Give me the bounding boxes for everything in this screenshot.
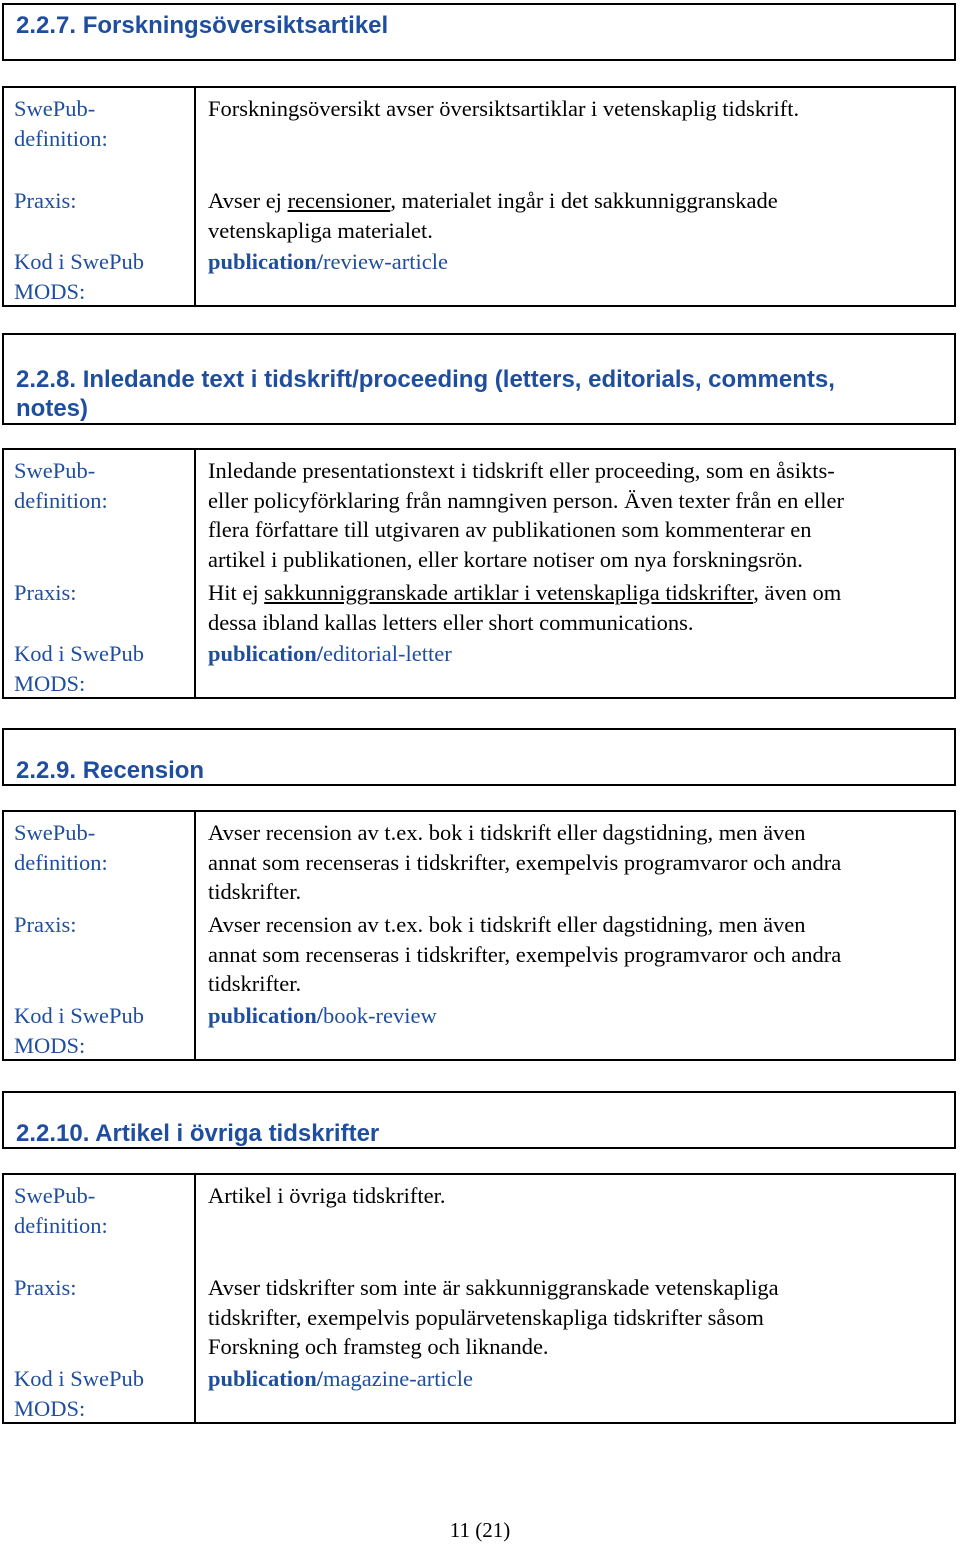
definition-label: SwePub- definition: [14,96,108,151]
section-heading [2,333,956,425]
code-label: Kod i SwePub MODS: [14,1366,145,1421]
definition-table [2,1173,956,1424]
praxis-label: Praxis: [14,188,77,213]
praxis-text: Avser recension av t.ex. bok i tidskrift eller dagstidning, men även annat som recenseras i tidskrifter, exempelvis programvaror och andra tidskrifter. [208,912,842,996]
definition-text: Artikel i övriga tidskrifter. [208,1183,446,1208]
praxis-link[interactable]: sakkunniggranskade artiklar i vetenskapliga tidskrifter [264,580,754,605]
code-label: Kod i SwePub MODS: [14,641,145,696]
definition-table [2,448,956,699]
praxis-text: Hit ej sakkunniggranskade artiklar i vetenskapliga tidskrifter, även om dessa ibland kallas letters eller short communications. [208,580,842,635]
praxis-link[interactable]: recensioner [287,188,391,213]
definition-text: Inledande presentationstext i tidskrift eller proceeding, som en åsikts- eller policyförklaring från namngiven person. Även texter från en eller flera författare till utgivaren av publikationen som kommenterar en artikel i publikationen, eller kortare notiser om nya forskningsrön. [208,458,844,572]
praxis-text: Avser ej recensioner, materialet ingår i det sakkunniggranskade vetenskapliga materialet. [208,188,778,243]
section-title: 2.2.8. Inledande text i tidskrift/proceeding (letters, editorials, comments, [16,366,835,393]
section-title-cont: notes) [16,395,88,422]
section-heading [2,3,956,61]
definition-label: SwePub- definition: [14,820,108,875]
praxis-label: Praxis: [14,1275,77,1300]
definition-table [2,810,956,1061]
column-divider [194,88,196,305]
section-title: 2.2.7. Forskningsöversiktsartikel [16,12,389,39]
mods-code: publication/book-review [208,1003,437,1028]
mods-code: publication/review-article [208,249,448,274]
definition-text: Forskningsöversikt avser översiktsartiklar i vetenskaplig tidskrift. [208,96,800,121]
mods-code: publication/editorial-letter [208,641,452,666]
section-heading [2,1091,956,1149]
definition-text: Avser recension av t.ex. bok i tidskrift eller dagstidning, men även annat som recenseras i tidskrifter, exempelvis programvaror och andra tidskrifter. [208,820,842,904]
section-heading [2,728,956,786]
section-title: 2.2.10. Artikel i övriga tidskrifter [16,1120,380,1147]
definition-table [2,86,956,307]
code-label: Kod i SwePub MODS: [14,249,145,304]
definition-label: SwePub- definition: [14,458,108,513]
column-divider [194,812,196,1059]
column-divider [194,450,196,697]
column-divider [194,1175,196,1422]
section-title: 2.2.9. Recension [16,757,205,784]
praxis-text: Avser tidskrifter som inte är sakkunniggranskade vetenskapliga tidskrifter, exempelvis populärvetenskapliga tidskrifter såsom Forskning och framsteg och liknande. [208,1275,779,1359]
definition-label: SwePub- definition: [14,1183,108,1238]
mods-code: publication/magazine-article [208,1366,473,1391]
code-label: Kod i SwePub MODS: [14,1003,145,1058]
praxis-label: Praxis: [14,912,77,937]
praxis-label: Praxis: [14,580,77,605]
page-number: 11 (21) [449,1518,511,1542]
